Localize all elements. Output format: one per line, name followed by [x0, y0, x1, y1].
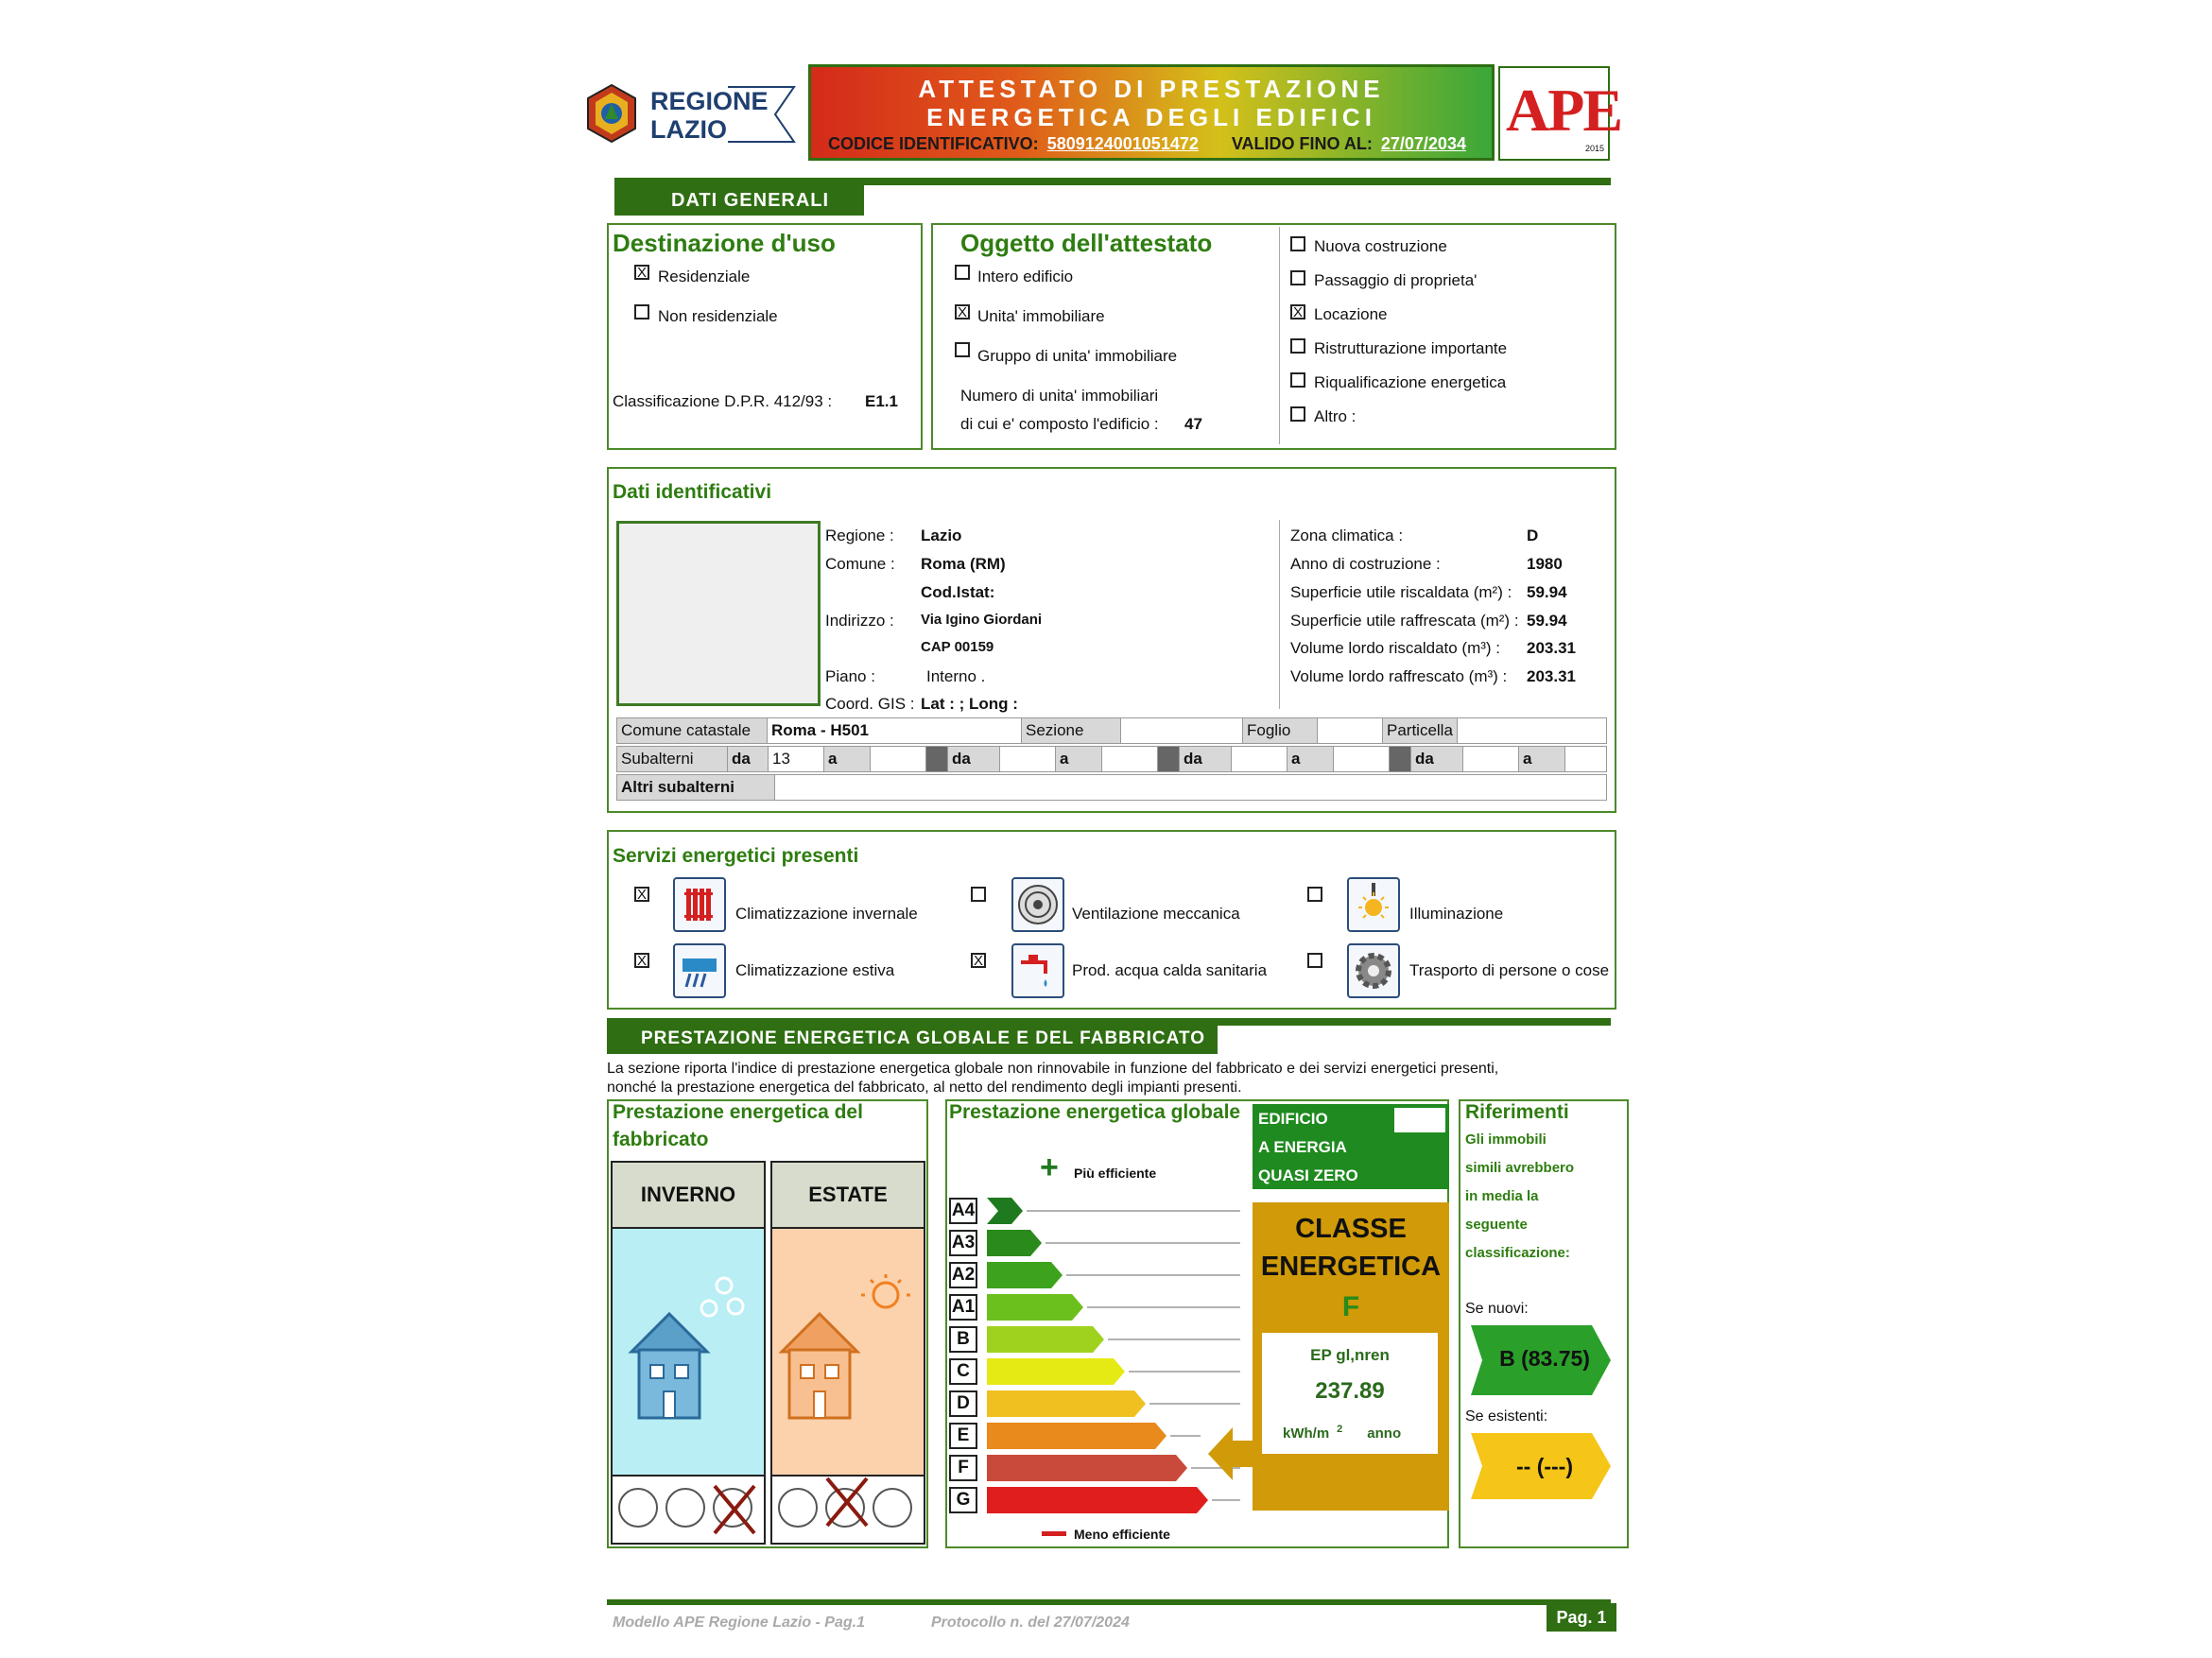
ape-logo — [1498, 66, 1621, 161]
class-arrow-a4 — [987, 1198, 1025, 1224]
numero-unita-value: 47 — [1184, 415, 1202, 433]
class-label-c: C — [949, 1358, 977, 1385]
identificativi-title: Dati identificativi — [613, 481, 772, 503]
particella-label: Particella — [1383, 718, 1458, 744]
sub-a-1-value — [871, 747, 926, 772]
altri-subalterni-value — [775, 775, 1607, 801]
gruppo-unita-label: Gruppo di unita' immobiliare — [977, 347, 1178, 365]
catasto-table — [616, 717, 1607, 744]
acqua-calda-checkbox[interactable]: X — [971, 953, 986, 968]
classificazione-label: Classificazione D.P.R. 412/93 : — [613, 392, 833, 410]
indirizzo-value: Via Igino Giordani — [921, 612, 1043, 628]
unita-immobiliare-checkbox[interactable]: X — [955, 304, 970, 320]
rif-line-4: seguente — [1465, 1217, 1528, 1233]
dati-generali-line — [614, 178, 1611, 185]
destinazione-title: Destinazione d'uso — [613, 229, 836, 257]
summer-house-icon — [772, 1229, 924, 1475]
valid-value: 27/07/2034 — [1380, 134, 1466, 153]
fabbricato-title-2: fabbricato — [613, 1129, 709, 1150]
smile-bad-summer — [873, 1488, 912, 1528]
sub-da-1-value: 13 — [769, 747, 824, 772]
title-line-1: ATTESTATO DI PRESTAZIONE — [918, 75, 1385, 103]
ristrutturazione-label: Ristrutturazione importante — [1314, 339, 1508, 357]
class-label-d: D — [949, 1390, 977, 1417]
altri-subalterni-table — [616, 774, 1607, 801]
comune-value: Roma (RM) — [921, 555, 1006, 573]
clim-invernale-checkbox[interactable]: X — [634, 887, 649, 902]
foglio-label: Foglio — [1243, 718, 1318, 744]
motivo-divider — [1279, 227, 1280, 444]
nuovi-value: B (83.75) — [1499, 1346, 1590, 1371]
piu-efficiente-label: Più efficiente — [1074, 1166, 1157, 1181]
classe-box — [1253, 1202, 1449, 1511]
locazione-label: Locazione — [1314, 305, 1388, 323]
particella-value — [1458, 718, 1607, 744]
fan-icon — [1011, 877, 1064, 932]
classe-pointer-arrow — [1208, 1427, 1255, 1480]
identificativi-divider — [1279, 520, 1280, 709]
nuovi-badge — [1471, 1325, 1611, 1395]
footer-line — [607, 1599, 1611, 1605]
zona-climatica-label: Zona climatica : — [1290, 527, 1404, 544]
footer-model: Modello APE Regione Lazio - Pag.1 — [613, 1615, 865, 1631]
coord-gis-label: Coord. GIS : — [825, 695, 915, 713]
valid-label: VALIDO FINO AL: — [1231, 134, 1373, 153]
footer-page: Pag. 1 — [1547, 1603, 1616, 1632]
sub-da-2-value — [1000, 747, 1056, 772]
ep-label: EP gl,nren — [1310, 1346, 1390, 1364]
sup-raffrescata-value: 59.94 — [1527, 612, 1567, 630]
piu-efficiente-plus-icon: + — [1040, 1149, 1059, 1185]
code-row — [828, 134, 1466, 154]
fabbricato-title-1: Prestazione energetica del — [613, 1101, 863, 1123]
nzeb-line-1: EDIFICIO — [1258, 1110, 1328, 1128]
dati-generali-tab: DATI GENERALI — [614, 185, 864, 216]
inverno-bg — [613, 1229, 764, 1477]
code-label: CODICE IDENTIFICATIVO: — [828, 134, 1039, 153]
meno-efficiente-minus-icon — [1042, 1531, 1066, 1536]
piano-label: Piano : — [825, 667, 875, 685]
smile-good-winter — [618, 1488, 658, 1528]
intero-edificio-label: Intero edificio — [977, 268, 1074, 285]
title-banner — [808, 64, 1495, 161]
prestazione-intro-2: nonché la prestazione energetica del fabbricato, al netto del rendimento degli impianti presenti. — [607, 1079, 1242, 1096]
clim-invernale-label: Climatizzazione invernale — [735, 905, 918, 923]
ristrutturazione-checkbox[interactable] — [1290, 338, 1305, 354]
sub-da-3: da — [1180, 747, 1232, 772]
meno-efficiente-label: Meno efficiente — [1074, 1527, 1170, 1542]
cod-istat-value: Cod.Istat: — [921, 583, 995, 601]
servizi-title: Servizi energetici presenti — [613, 845, 859, 867]
sub-a-2-value — [1102, 747, 1158, 772]
coord-gis-value: Lat : ; Long : — [921, 695, 1018, 713]
locazione-checkbox[interactable]: X — [1290, 304, 1305, 320]
table-row — [617, 747, 1607, 772]
vol-raffrescato-label: Volume lordo raffrescato (m³) : — [1290, 667, 1508, 685]
water-tap-icon — [1011, 943, 1064, 998]
clim-estiva-checkbox[interactable]: X — [634, 953, 649, 968]
class-label-a1: A1 — [949, 1294, 977, 1321]
ventilazione-checkbox[interactable] — [971, 887, 986, 902]
vol-raffrescato-value: 203.31 — [1527, 667, 1576, 685]
air-conditioner-icon — [673, 943, 726, 998]
sub-sep-1 — [926, 747, 948, 772]
clim-estiva-label: Climatizzazione estiva — [735, 961, 895, 979]
table-row — [617, 775, 1607, 801]
classe-value: F — [1341, 1291, 1360, 1322]
class-label-e: E — [949, 1423, 977, 1449]
ventilazione-label: Ventilazione meccanica — [1072, 905, 1240, 923]
illuminazione-checkbox[interactable] — [1307, 887, 1322, 902]
class-label-b: B — [949, 1326, 977, 1353]
passaggio-proprieta-label: Passaggio di proprieta' — [1314, 271, 1478, 289]
vol-riscaldato-label: Volume lordo riscaldato (m³) : — [1290, 639, 1501, 657]
gear-icon — [1347, 943, 1400, 998]
sub-sep-2 — [1158, 747, 1180, 772]
code-value: 5809124001051472 — [1046, 134, 1199, 153]
region-logo — [584, 83, 639, 144]
regione-label: Regione : — [825, 527, 894, 544]
cross-summer-icon — [823, 1475, 871, 1529]
prestazione-tab: PRESTAZIONE ENERGETICA GLOBALE E DEL FABBRICATO — [607, 1024, 1218, 1054]
riqualificazione-checkbox[interactable] — [1290, 372, 1305, 388]
rif-line-1: Gli immobili — [1465, 1131, 1547, 1148]
footer-protocollo: Protocollo n. del 27/07/2024 — [931, 1615, 1130, 1631]
comune-catastale-value: Roma - H501 — [768, 718, 1022, 744]
anno-costruzione-value: 1980 — [1527, 555, 1563, 573]
oggetto-title: Oggetto dell'attestato — [960, 229, 1213, 257]
sup-riscaldata-value: 59.94 — [1527, 583, 1567, 601]
sub-da-3-value — [1232, 747, 1287, 772]
sub-a-4: a — [1519, 747, 1565, 772]
sub-a-4-value — [1565, 747, 1607, 772]
trasporto-label: Trasporto di persone o cose — [1409, 961, 1610, 979]
sub-sep-3 — [1390, 747, 1411, 772]
comune-label: Comune : — [825, 555, 895, 573]
regione-value: Lazio — [921, 527, 962, 544]
smile-neutral-winter — [665, 1488, 705, 1528]
se-nuovi-label: Se nuovi: — [1465, 1301, 1529, 1317]
classe-label-1: CLASSE — [1295, 1214, 1407, 1244]
acqua-calda-label: Prod. acqua calda sanitaria — [1072, 961, 1268, 979]
sub-da-2: da — [948, 747, 1000, 772]
globale-title: Prestazione energetica globale — [949, 1101, 1241, 1123]
altro-checkbox[interactable] — [1290, 406, 1305, 422]
bulb-icon — [1347, 877, 1400, 932]
numero-unita-label-2: di cui e' composto l'edificio : — [960, 415, 1159, 433]
inverno-label: INVERNO — [613, 1163, 764, 1229]
table-row — [617, 718, 1607, 744]
esistenti-value: -- (---) — [1515, 1454, 1573, 1478]
ep-unit: kWh/m $^2$ anno — [1283, 1424, 1402, 1442]
nzeb-line-3: QUASI ZERO — [1258, 1166, 1358, 1184]
inverno-panel — [611, 1161, 766, 1545]
ep-value: 237.89 — [1315, 1378, 1385, 1404]
subalterni-label: Subalterni — [617, 747, 728, 772]
prestazione-intro-1: La sezione riporta l'indice di prestazione energetica globale non rinnovabile in funzione del fabbricato e dei servizi energetici presenti, — [607, 1061, 1499, 1077]
numero-unita-label-1: Numero di unita' immobiliari — [960, 387, 1159, 405]
nzeb-line-2: A ENERGIA — [1258, 1138, 1347, 1156]
region-name: REGIONE LAZIO — [650, 87, 769, 144]
piano-value: Interno . — [926, 667, 986, 685]
riqualificazione-label: Riqualificazione energetica — [1314, 373, 1507, 391]
residenziale-label: Residenziale — [658, 268, 751, 285]
classe-label-2: ENERGETICA — [1260, 1252, 1442, 1282]
sup-raffrescata-label: Superficie utile raffrescata (m²) : — [1290, 612, 1519, 630]
intero-edificio-checkbox[interactable] — [955, 265, 970, 280]
riferimenti-title: Riferimenti — [1465, 1101, 1569, 1123]
se-esistenti-label: Se esistenti: — [1465, 1408, 1548, 1425]
sub-da-4-value — [1463, 747, 1519, 772]
altro-label: Altro : — [1314, 407, 1357, 425]
nzeb-checkbox — [1394, 1108, 1445, 1132]
non-residenziale-checkbox[interactable] — [634, 304, 649, 320]
indirizzo-label: Indirizzo : — [825, 612, 894, 630]
class-label-g: G — [949, 1487, 977, 1513]
building-photo — [616, 521, 821, 706]
class-label-a4: A4 — [949, 1198, 977, 1224]
rif-line-2: simili avrebbero — [1465, 1160, 1575, 1176]
residenziale-checkbox[interactable]: X — [634, 265, 649, 280]
sezione-value — [1121, 718, 1243, 744]
subalterni-table — [616, 746, 1607, 772]
ape-logo-text: APE — [1506, 77, 1621, 144]
sub-a-2: a — [1056, 747, 1102, 772]
sezione-label: Sezione — [1022, 718, 1121, 744]
region-emblem-icon — [584, 83, 639, 144]
ape-logo-year: 2015 — [1584, 144, 1604, 153]
cross-winter-icon — [711, 1482, 758, 1537]
radiator-icon — [673, 877, 726, 932]
smile-good-summer — [778, 1488, 818, 1528]
zona-climatica-value: D — [1527, 527, 1539, 544]
title-line-2: ENERGETICA DEGLI EDIFICI — [926, 103, 1376, 131]
rif-line-3: in media la — [1465, 1188, 1539, 1204]
trasporto-checkbox[interactable] — [1307, 953, 1322, 968]
class-label-a3: A3 — [949, 1230, 977, 1256]
unita-immobiliare-label: Unita' immobiliare — [977, 307, 1105, 325]
foglio-value — [1318, 718, 1383, 744]
sub-a-3: a — [1287, 747, 1334, 772]
non-residenziale-label: Non residenziale — [658, 307, 778, 325]
illuminazione-label: Illuminazione — [1409, 905, 1504, 923]
region-chevron-icon — [728, 83, 804, 146]
nzeb-box — [1253, 1104, 1449, 1189]
ep-box — [1262, 1333, 1438, 1454]
esistenti-badge — [1471, 1433, 1611, 1499]
anno-costruzione-label: Anno di costruzione : — [1290, 555, 1441, 573]
vol-riscaldato-value: 203.31 — [1527, 639, 1576, 657]
altri-subalterni-label: Altri subalterni — [617, 775, 775, 801]
passaggio-proprieta-checkbox[interactable] — [1290, 270, 1305, 285]
sub-a-3-value — [1334, 747, 1390, 772]
sub-da-4: da — [1411, 747, 1463, 772]
cap-value: CAP 00159 — [921, 639, 994, 655]
rif-line-5: classificazione: — [1465, 1245, 1570, 1261]
winter-house-icon — [613, 1229, 764, 1475]
sub-a-1: a — [824, 747, 871, 772]
estate-bg — [772, 1229, 924, 1477]
estate-label: ESTATE — [772, 1163, 924, 1229]
nuova-costruzione-checkbox[interactable] — [1290, 236, 1305, 251]
class-label-a2: A2 — [949, 1262, 977, 1288]
class-label-f: F — [949, 1455, 977, 1481]
sub-da-1: da — [728, 747, 769, 772]
gruppo-unita-checkbox[interactable] — [955, 342, 970, 357]
nuova-costruzione-label: Nuova costruzione — [1314, 237, 1447, 255]
estate-panel — [770, 1161, 925, 1545]
comune-catastale-label: Comune catastale — [617, 718, 768, 744]
classificazione-value: E1.1 — [865, 392, 898, 410]
sup-riscaldata-label: Superficie utile riscaldata (m²) : — [1290, 583, 1512, 601]
